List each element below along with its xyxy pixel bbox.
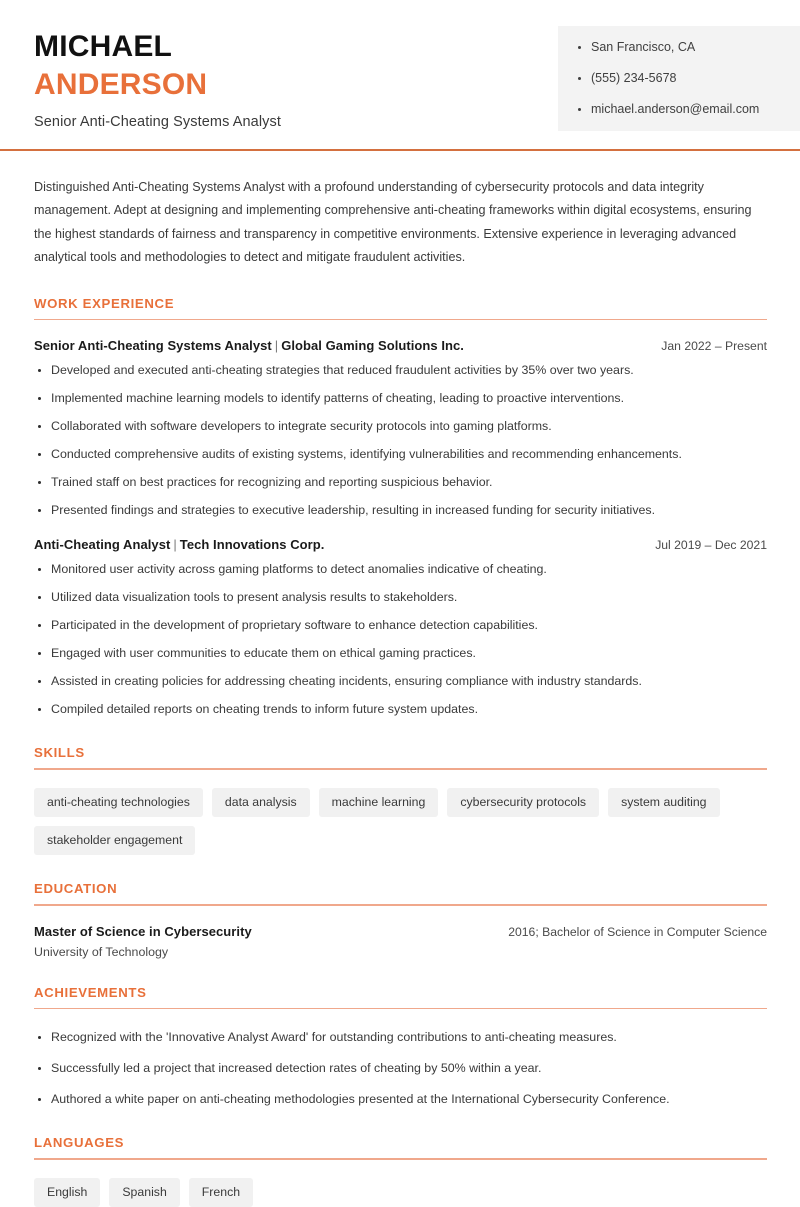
section-languages	[34, 1135, 767, 1207]
bullet-item: Recognized with the 'Innovative Analyst Award' for outstanding contributions to anti-cheating measures.	[34, 1029, 767, 1047]
bullet-item: Conducted comprehensive audits of existing systems, identifying vulnerabilities and recommending enhancements.	[34, 446, 767, 464]
skills-tag-list	[34, 788, 767, 855]
section-achievements	[34, 985, 767, 1110]
experience-role: Senior Anti-Cheating Systems Analyst	[34, 338, 272, 354]
experience-entry-header	[34, 338, 767, 353]
education-entry-header	[34, 924, 767, 939]
job-title: Senior Anti-Cheating Systems Analyst	[34, 113, 281, 130]
language-tag: English	[34, 1178, 100, 1207]
bullet-item: Implemented machine learning models to identify patterns of cheating, leading to proactive interventions.	[34, 390, 767, 408]
bullet-item: Successfully led a project that increased detection rates of cheating by 50% within a year.	[34, 1060, 767, 1078]
bullet-item: Compiled detailed reports on cheating trends to inform future system updates.	[34, 701, 767, 719]
title-separator: |	[173, 537, 177, 553]
resume-content	[0, 176, 800, 1207]
experience-entry-header	[34, 537, 767, 552]
section-title-skills: SKILLS	[34, 745, 85, 761]
section-skills	[34, 745, 767, 855]
section-education	[34, 881, 767, 959]
section-divider	[34, 904, 767, 906]
section-divider	[34, 1158, 767, 1160]
contact-phone: (555) 234-5678	[578, 71, 800, 86]
contact-email: michael.anderson@email.com	[578, 102, 800, 117]
professional-summary: Distinguished Anti-Cheating Systems Analyst with a profound understanding of cybersecurity protocols and data integrity management. Adept at designing and implementing comprehensive anti-cheating frameworks within digital ecosystems, ensuring the highest standards of fairness and transparency in competitive environments. Extensive experience in leveraging advanced analytical tools and methodologies to detect and mitigate fraudulent activities.	[34, 180, 752, 265]
experience-date: Jul 2019 – Dec 2021	[655, 538, 767, 553]
experience-bullets	[34, 561, 767, 719]
experience-entry	[34, 537, 767, 719]
section-divider	[34, 1008, 767, 1010]
skill-tag: system auditing	[608, 788, 719, 817]
education-institution: University of Technology	[34, 944, 169, 959]
section-title-languages: LANGUAGES	[34, 1135, 125, 1151]
section-title-work-experience: WORK EXPERIENCE	[34, 295, 175, 311]
bullet-item: Assisted in creating policies for addressing cheating incidents, ensuring compliance with industry standards.	[34, 673, 767, 691]
header-divider	[0, 149, 800, 151]
bullet-item: Developed and executed anti-cheating strategies that reduced fraudulent activities by 35% over two years.	[34, 362, 767, 380]
bullet-item: Collaborated with software developers to integrate security protocols into gaming platforms.	[34, 418, 767, 436]
bullet-item: Monitored user activity across gaming platforms to detect anomalies indicative of cheating.	[34, 561, 767, 579]
achievements-bullets	[34, 1029, 767, 1109]
skill-tag: cybersecurity protocols	[447, 788, 599, 817]
education-degree: Master of Science in Cybersecurity	[34, 923, 252, 939]
section-title-achievements: ACHIEVEMENTS	[34, 984, 147, 1000]
experience-title	[34, 537, 324, 552]
bullet-item: Trained staff on best practices for recognizing and reporting suspicious behavior.	[34, 474, 767, 492]
bullet-item: Authored a white paper on anti-cheating methodologies presented at the International Cybersecurity Conference.	[34, 1091, 767, 1109]
bullet-item: Engaged with user communities to educate them on ethical gaming practices.	[34, 645, 767, 663]
language-tag: Spanish	[109, 1178, 179, 1207]
section-work-experience	[34, 296, 767, 719]
contact-box	[558, 26, 800, 131]
experience-company: Tech Innovations Corp.	[179, 537, 325, 553]
section-divider	[34, 768, 767, 770]
experience-date: Jan 2022 – Present	[661, 339, 767, 354]
bullet-item: Utilized data visualization tools to present analysis results to stakeholders.	[34, 589, 767, 607]
resume-header	[0, 0, 800, 131]
skill-tag: data analysis	[212, 788, 310, 817]
bullet-item: Presented findings and strategies to executive leadership, resulting in increased funding for security initiatives.	[34, 502, 767, 520]
languages-tag-list	[34, 1178, 767, 1207]
identity-block	[0, 26, 281, 130]
first-name: MICHAEL	[34, 30, 173, 63]
experience-company: Global Gaming Solutions Inc.	[281, 338, 464, 354]
skill-tag: stakeholder engagement	[34, 826, 195, 855]
experience-entry	[34, 338, 767, 520]
section-title-education: EDUCATION	[34, 880, 118, 896]
title-separator: |	[274, 338, 279, 354]
experience-bullets	[34, 362, 767, 520]
section-divider	[34, 319, 767, 321]
experience-role: Anti-Cheating Analyst	[34, 537, 171, 553]
contact-location: San Francisco, CA	[578, 40, 800, 55]
language-tag: French	[189, 1178, 253, 1207]
education-detail: 2016; Bachelor of Science in Computer Science	[508, 924, 767, 939]
skill-tag: machine learning	[319, 788, 439, 817]
education-entry	[34, 924, 767, 959]
skill-tag: anti-cheating technologies	[34, 788, 203, 817]
contact-list	[578, 40, 800, 117]
bullet-item: Participated in the development of proprietary software to enhance detection capabilities.	[34, 617, 767, 635]
last-name: ANDERSON	[34, 67, 208, 101]
experience-title	[34, 338, 464, 353]
